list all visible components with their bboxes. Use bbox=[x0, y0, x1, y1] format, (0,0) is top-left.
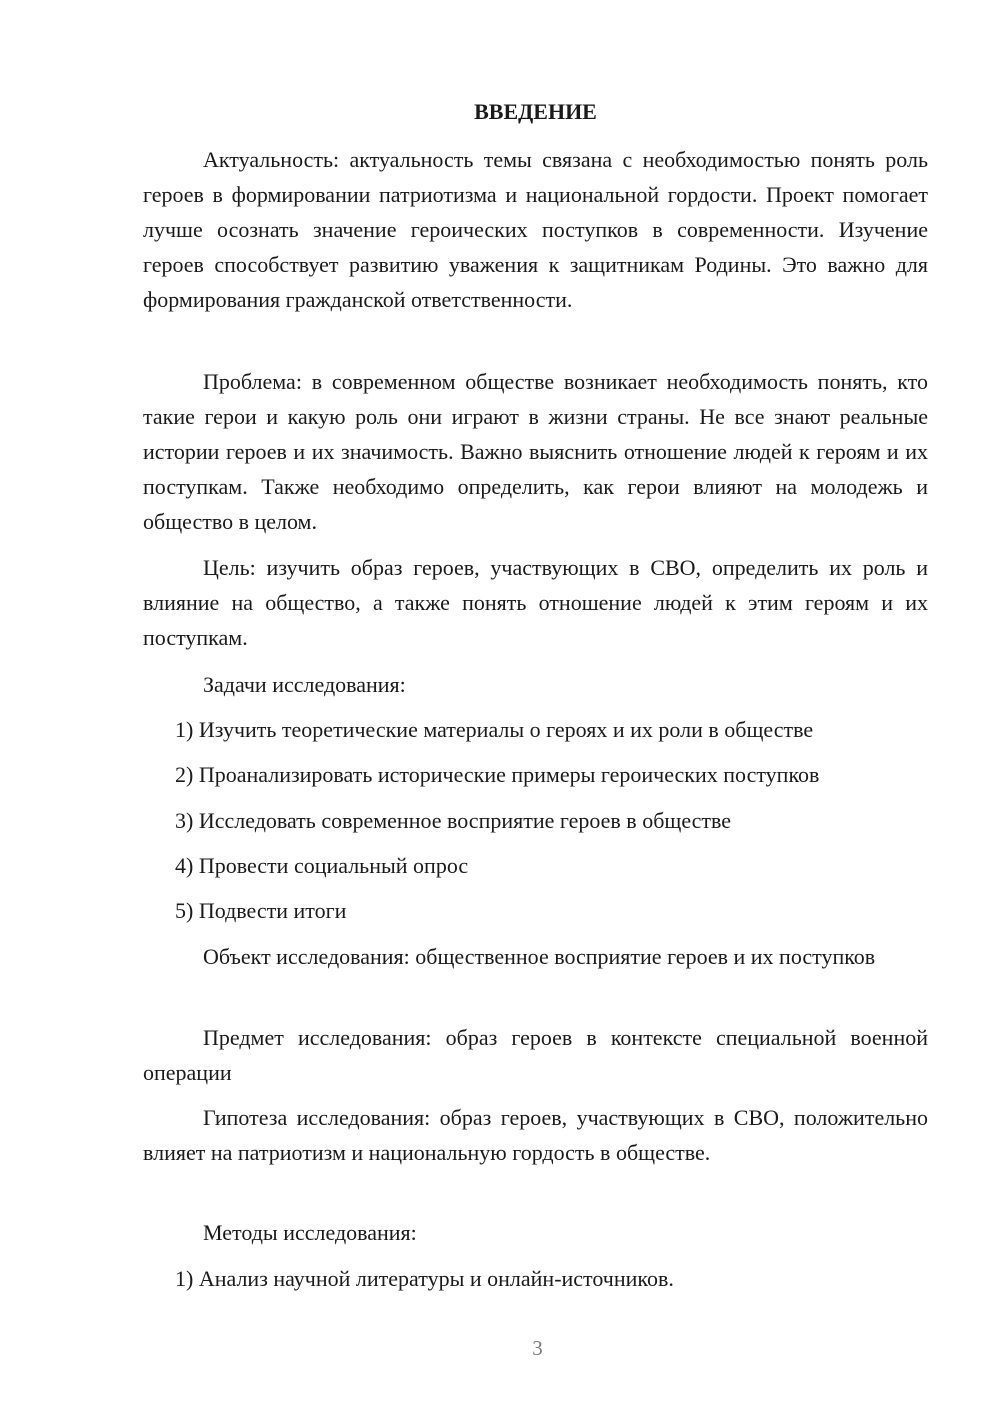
problem-paragraph: Проблема: в современном обществе возникает необходимость понять, кто такие герои и какую роль они играют в жизни страны. Не все знают реальные истории героев и их значимость. Важно выяснить отношение людей к героям и их поступкам. Также необходимо определить, как герои влияют на молодежь и общество в целом. bbox=[143, 369, 928, 534]
task-item-3: 3) Исследовать современное восприятие героев в обществе bbox=[175, 808, 732, 833]
tasks-label: Задачи исследования: bbox=[203, 672, 406, 697]
section-heading: ВВЕДЕНИЕ bbox=[474, 99, 597, 124]
object-paragraph: Объект исследования: общественное восприятие героев и их поступков bbox=[203, 944, 876, 969]
task-item-5: 5) Подвести итоги bbox=[175, 898, 347, 923]
page-number: 3 bbox=[532, 1336, 543, 1360]
task-item-1: 1) Изучить теоретические материалы о героях и их роли в обществе bbox=[175, 717, 814, 742]
subject-paragraph: Предмет исследования: образ героев в контексте специальной военной операции bbox=[143, 1025, 928, 1085]
task-item-2: 2) Проанализировать исторические примеры героических поступков bbox=[175, 762, 820, 787]
task-item-4: 4) Провести социальный опрос bbox=[175, 853, 469, 878]
hypothesis-paragraph: Гипотеза исследования: образ героев, участвующих в СВО, положительно влияет на патриотизм и национальную гордость в обществе. bbox=[143, 1105, 928, 1165]
goal-paragraph: Цель: изучить образ героев, участвующих в СВО, определить их роль и влияние на общество, а также понять отношение людей к этим героям и их поступкам. bbox=[143, 555, 928, 650]
methods-label: Методы исследования: bbox=[203, 1220, 417, 1245]
relevance-paragraph: Актуальность: актуальность темы связана с необходимостью понять роль героев в формировании патриотизма и национальной гордости. Проект помогает лучше осознать значение героических поступков в современности. Изучение героев способствует развитию уважения к защитникам Родины. Это важно для формирования гражданской ответственности. bbox=[143, 147, 928, 312]
method-item-1: 1) Анализ научной литературы и онлайн-источников. bbox=[175, 1266, 674, 1291]
